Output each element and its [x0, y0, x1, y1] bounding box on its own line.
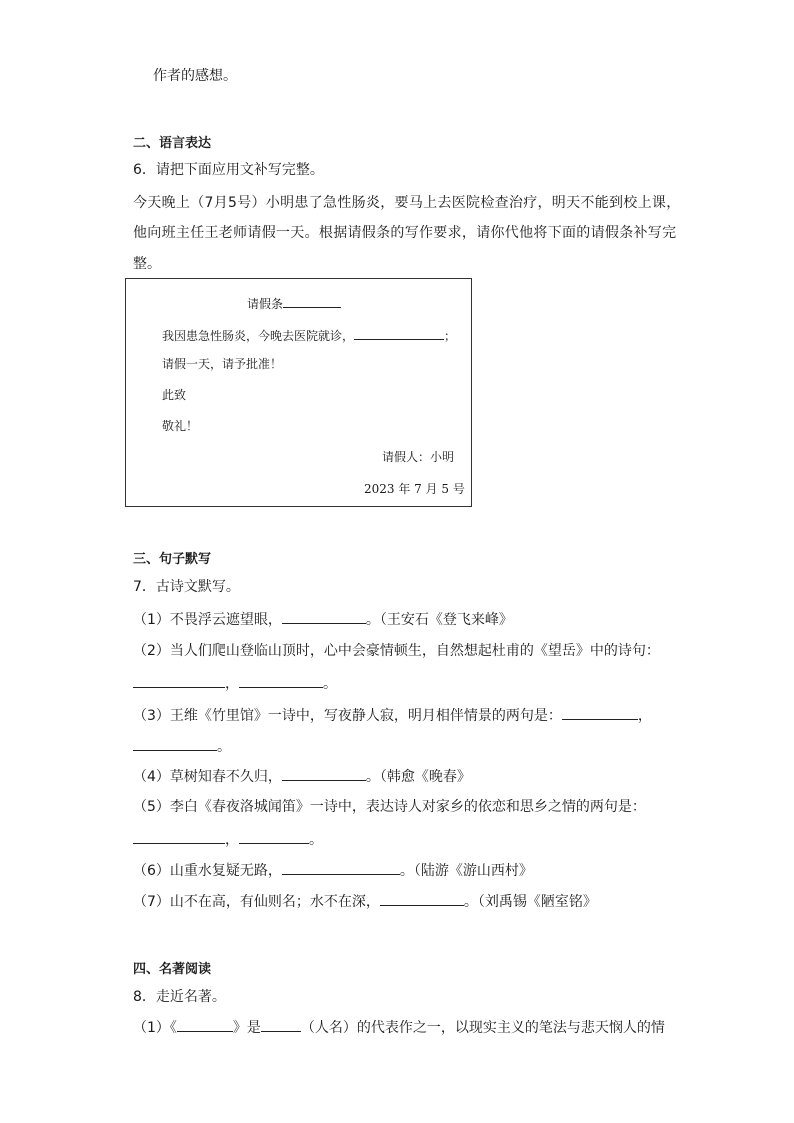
question-6-paragraph-line: 他向班主任王老师请假一天。根据请假条的写作要求，请你代他将下面的请假条补写完 [133, 225, 677, 241]
section-3-heading: 三、句子默写 [133, 552, 212, 567]
author-blank[interactable] [261, 1017, 301, 1032]
poem-item: （4）草树知春不久归， 。（韩愈《晚春》 [133, 766, 471, 787]
poem-item-blanks: ， 。 [133, 829, 323, 850]
leave-note-signer: 请假人：小明 [382, 450, 455, 464]
answer-blank[interactable] [380, 891, 464, 906]
answer-blank[interactable] [133, 673, 225, 688]
answer-blank[interactable] [133, 829, 225, 844]
top-fragment: 作者的感想。 [153, 68, 237, 84]
leave-note-line: 请假一天，请予批准！ [162, 357, 283, 371]
section-4-heading: 四、名著阅读 [133, 962, 212, 977]
leave-note-date: 2023 年 7 月 5 号 [364, 482, 465, 496]
poem-item-blanks: 。 [133, 736, 231, 757]
poem-item-blanks: ， 。 [133, 673, 337, 694]
poem-item: （6）山重水复疑无路， 。（陆游《游山西村》 [133, 860, 533, 881]
leave-note-line: 敬礼！ [162, 419, 199, 433]
leave-note-line: 我因患急性肠炎，今晚去医院就诊， ； [162, 325, 456, 344]
poem-item: （5）李白《春夜洛城闻笛》一诗中，表达诗人对家乡的依恋和思乡之情的两句是： [133, 799, 646, 815]
reason-blank[interactable] [354, 325, 444, 340]
leave-note-title: 请假条 [247, 293, 341, 312]
section-2-heading: 二、语言表达 [133, 136, 212, 151]
title-blank[interactable] [283, 293, 341, 308]
question-7-stem: 7．古诗文默写。 [133, 579, 240, 595]
poem-item: （3）王维《竹里馆》一诗中，写夜静人寂，明月相伴情景的两句是： ， [133, 705, 652, 726]
book-title-blank[interactable] [177, 1017, 233, 1032]
question-6-paragraph-line: 今天晚上（7月5号）小明患了急性肠炎，要马上去医院检查治疗，明天不能到校上课， [133, 195, 681, 211]
poem-item: （7）山不在高，有仙则名；水不在深， 。（刘禹锡《陋室铭》 [133, 891, 597, 912]
poem-item: （1）不畏浮云遮望眼， 。（王安石《登飞来峰》 [133, 609, 513, 630]
leave-note-box [125, 278, 472, 507]
question-6-stem: 6．请把下面应用文补写完整。 [133, 162, 324, 178]
answer-blank[interactable] [282, 609, 366, 624]
leave-note-line: 此致 [162, 388, 187, 402]
answer-blank[interactable] [282, 766, 366, 781]
answer-blank[interactable] [282, 860, 400, 875]
question-8-item: （1）《 》是 （人名）的代表作之一，以现实主义的笔法与悲天悯人的情 [133, 1017, 665, 1038]
poem-item: （2）当人们爬山登临山顶时，心中会豪情顿生，自然想起杜甫的《望岳》中的诗句： [133, 643, 660, 659]
question-8-stem: 8．走近名著。 [133, 989, 226, 1005]
answer-blank[interactable] [239, 673, 323, 688]
answer-blank[interactable] [133, 736, 217, 751]
question-6-paragraph-line: 整。 [133, 256, 161, 272]
answer-blank[interactable] [562, 705, 638, 720]
answer-blank[interactable] [239, 829, 309, 844]
